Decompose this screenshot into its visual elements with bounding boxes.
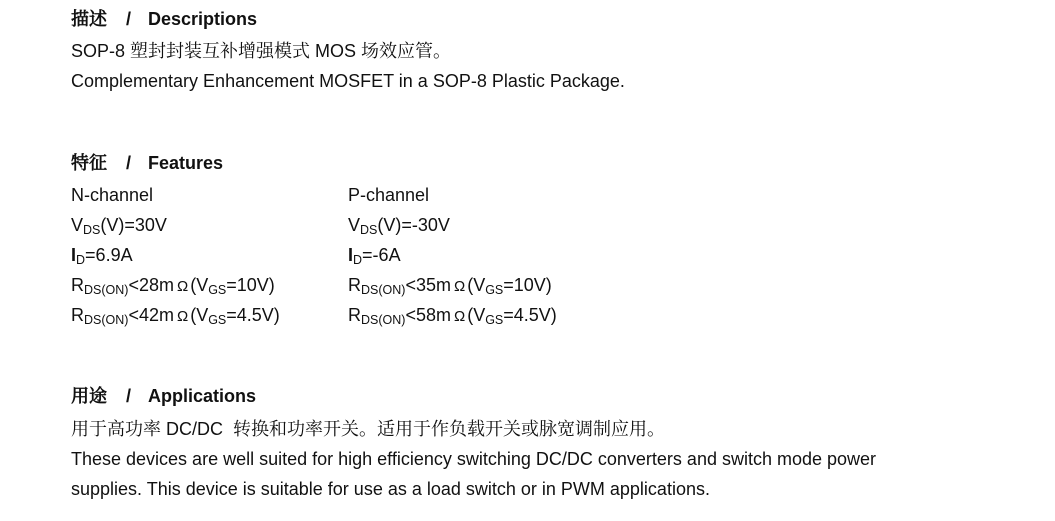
symbol: V [348, 215, 361, 235]
symbol: R [348, 275, 361, 295]
descriptions-heading-cn: 描述 [71, 9, 107, 29]
description-line-cn: SOP-8 塑封封装互补增强模式 MOS 场效应管。 [71, 41, 452, 61]
value: <58m [405, 305, 451, 325]
p-channel-rds-4v5 [348, 304, 557, 331]
description-line-en: Complementary Enhancement MOSFET in a SOP-8 Plastic Package. [71, 71, 625, 91]
symbol: R [71, 275, 84, 295]
symbol: I [71, 245, 77, 265]
p-channel-vds [348, 214, 450, 241]
heading-separator: / [126, 386, 132, 406]
value: (V)=-30V [377, 215, 450, 235]
condition-value: =4.5V) [503, 305, 557, 325]
symbol: V [71, 215, 84, 235]
subscript: DS(ON) [361, 283, 406, 297]
subscript: GS [208, 313, 227, 327]
subscript: GS [485, 313, 504, 327]
condition-value: =10V) [226, 275, 275, 295]
symbol: R [71, 305, 84, 325]
value: =6.9A [85, 245, 133, 265]
subscript: DS [83, 223, 101, 237]
n-channel-rds-4v5 [71, 304, 280, 331]
condition: (V [190, 305, 209, 325]
subscript: GS [208, 283, 227, 297]
p-channel-title: P-channel [348, 185, 430, 205]
ohm-symbol: Ω [453, 278, 466, 295]
applications-heading [71, 385, 256, 407]
subscript: D [353, 253, 363, 267]
n-channel-rds-10v [71, 274, 275, 301]
value: <42m [128, 305, 174, 325]
ohm-symbol: Ω [176, 278, 189, 295]
n-channel-vds [71, 214, 167, 241]
condition-value: =10V) [503, 275, 552, 295]
subscript: DS(ON) [84, 313, 129, 327]
value: <35m [405, 275, 451, 295]
applications-heading-en: Applications [148, 386, 257, 406]
applications-line-en-2: supplies. This device is suitable for use as a load switch or in PWM applications. [71, 479, 710, 499]
descriptions-heading [71, 8, 257, 30]
applications-line-en-1: These devices are well suited for high efficiency switching DC/DC converters and switch mode power [71, 449, 877, 469]
applications-heading-cn: 用途 [71, 386, 107, 406]
applications-line-cn: 用于高功率 DC/DC 转换和功率开关。适用于作负载开关或脉宽调制应用。 [71, 419, 665, 439]
symbol: R [348, 305, 361, 325]
subscript: GS [485, 283, 504, 297]
n-channel-title: N-channel [71, 185, 154, 205]
features-heading [71, 152, 223, 174]
p-channel-rds-10v [348, 274, 552, 301]
features-heading-cn: 特征 [71, 153, 107, 173]
condition: (V [467, 275, 486, 295]
value: <28m [128, 275, 174, 295]
features-heading-en: Features [148, 153, 224, 173]
p-channel-id [348, 244, 401, 271]
subscript: DS(ON) [361, 313, 406, 327]
heading-separator: / [126, 9, 132, 29]
subscript: DS(ON) [84, 283, 129, 297]
condition: (V [467, 305, 486, 325]
heading-separator: / [126, 153, 132, 173]
value: (V)=30V [100, 215, 167, 235]
condition-value: =4.5V) [226, 305, 280, 325]
condition: (V [190, 275, 209, 295]
ohm-symbol: Ω [176, 308, 189, 325]
descriptions-heading-en: Descriptions [148, 9, 258, 29]
n-channel-id [71, 244, 133, 271]
subscript: DS [360, 223, 378, 237]
subscript: D [76, 253, 86, 267]
value: =-6A [362, 245, 401, 265]
ohm-symbol: Ω [453, 308, 466, 325]
symbol: I [348, 245, 354, 265]
